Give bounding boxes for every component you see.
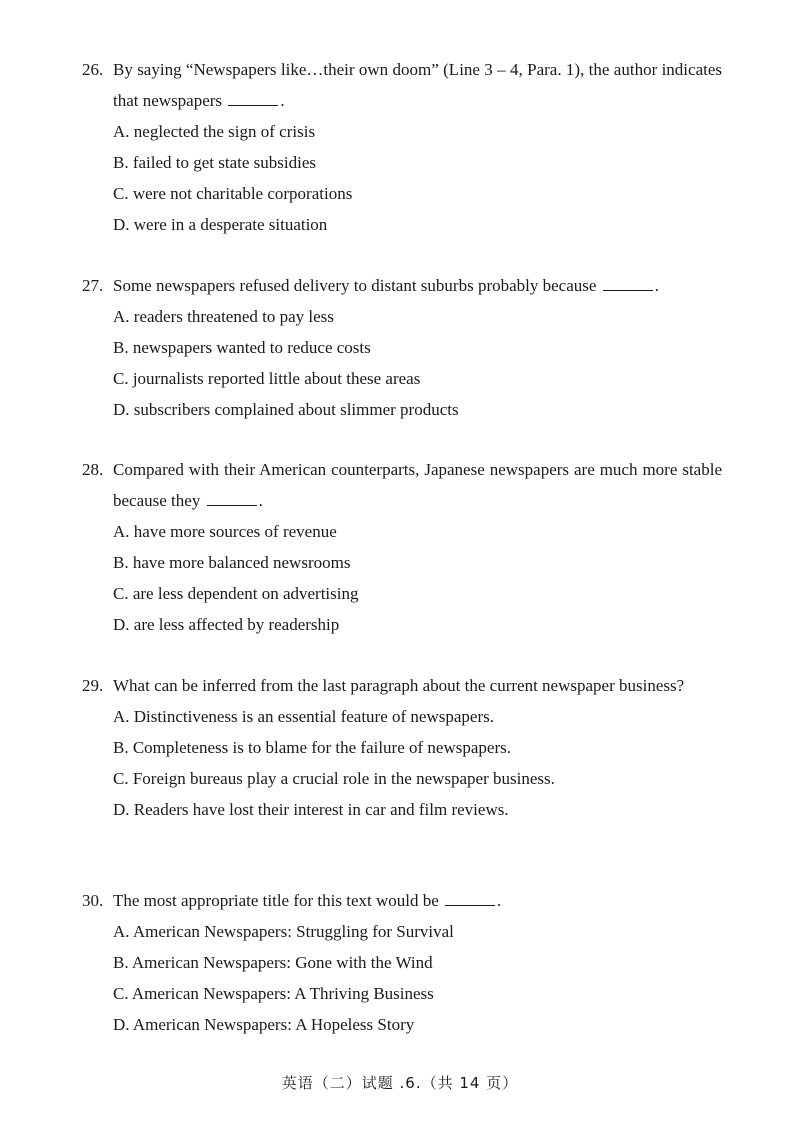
option-a: A. Distinctiveness is an essential feature of newspapers. xyxy=(113,707,494,726)
option-d: D. American Newspapers: A Hopeless Story xyxy=(113,1015,415,1034)
question-number: 27. xyxy=(82,276,104,295)
option-d: D. subscribers complained about slimmer products xyxy=(113,400,459,419)
answer-blank xyxy=(603,276,653,291)
option-b: B. failed to get state subsidies xyxy=(113,153,317,172)
option-b: B. American Newspapers: Gone with the Wind xyxy=(113,953,433,972)
option-a: A. have more sources of revenue xyxy=(113,522,337,541)
stem-text: Compared with their American counterparts, Japanese newspapers are much more stable because they xyxy=(113,460,722,510)
stem-end: . xyxy=(497,891,502,910)
question-number: 29. xyxy=(82,676,104,695)
option-b: B. have more balanced newsrooms xyxy=(113,553,351,572)
question-number: 30. xyxy=(82,891,104,910)
question-stem xyxy=(82,885,722,916)
stem-text: By saying “Newspapers like…their own doom” (Line 3 – 4, Para. 1), the author indicates that newspapers xyxy=(113,60,722,110)
stem-text: What can be inferred from the last paragraph about the current newspaper business? xyxy=(113,676,685,695)
page-footer: 英语（二）试题 .6.（共 14 页） xyxy=(281,1074,519,1092)
option-c: C. American Newspapers: A Thriving Business xyxy=(113,984,434,1003)
question-27 xyxy=(82,270,722,425)
stem-end: . xyxy=(280,91,285,110)
question-28 xyxy=(82,454,722,640)
stem-end: . xyxy=(654,276,659,295)
option-c: C. were not charitable corporations xyxy=(113,184,353,203)
question-number: 26. xyxy=(82,60,104,79)
answer-blank xyxy=(228,91,278,106)
question-stem xyxy=(82,670,722,701)
question-30 xyxy=(82,885,722,1040)
question-26 xyxy=(82,54,722,240)
question-29 xyxy=(82,670,722,825)
option-c: C. Foreign bureaus play a crucial role in the newspaper business. xyxy=(113,769,555,788)
option-b: B. newspapers wanted to reduce costs xyxy=(113,338,371,357)
stem-text: The most appropriate title for this text would be xyxy=(113,891,439,910)
question-number: 28. xyxy=(82,460,104,479)
question-stem xyxy=(82,54,722,116)
option-d: D. were in a desperate situation xyxy=(113,215,328,234)
option-c: C. journalists reported little about these areas xyxy=(113,369,421,388)
option-b: B. Completeness is to blame for the failure of newspapers. xyxy=(113,738,511,757)
stem-end: . xyxy=(258,491,263,510)
option-a: A. readers threatened to pay less xyxy=(113,307,334,326)
question-stem xyxy=(82,270,722,301)
option-d: D. Readers have lost their interest in car and film reviews. xyxy=(113,800,509,819)
option-a: A. American Newspapers: Struggling for Survival xyxy=(113,922,454,941)
answer-blank xyxy=(207,491,257,506)
option-a: A. neglected the sign of crisis xyxy=(113,122,316,141)
stem-text: Some newspapers refused delivery to distant suburbs probably because xyxy=(113,276,597,295)
question-stem xyxy=(82,454,722,516)
option-c: C. are less dependent on advertising xyxy=(113,584,359,603)
option-d: D. are less affected by readership xyxy=(113,615,340,634)
answer-blank xyxy=(445,891,495,906)
